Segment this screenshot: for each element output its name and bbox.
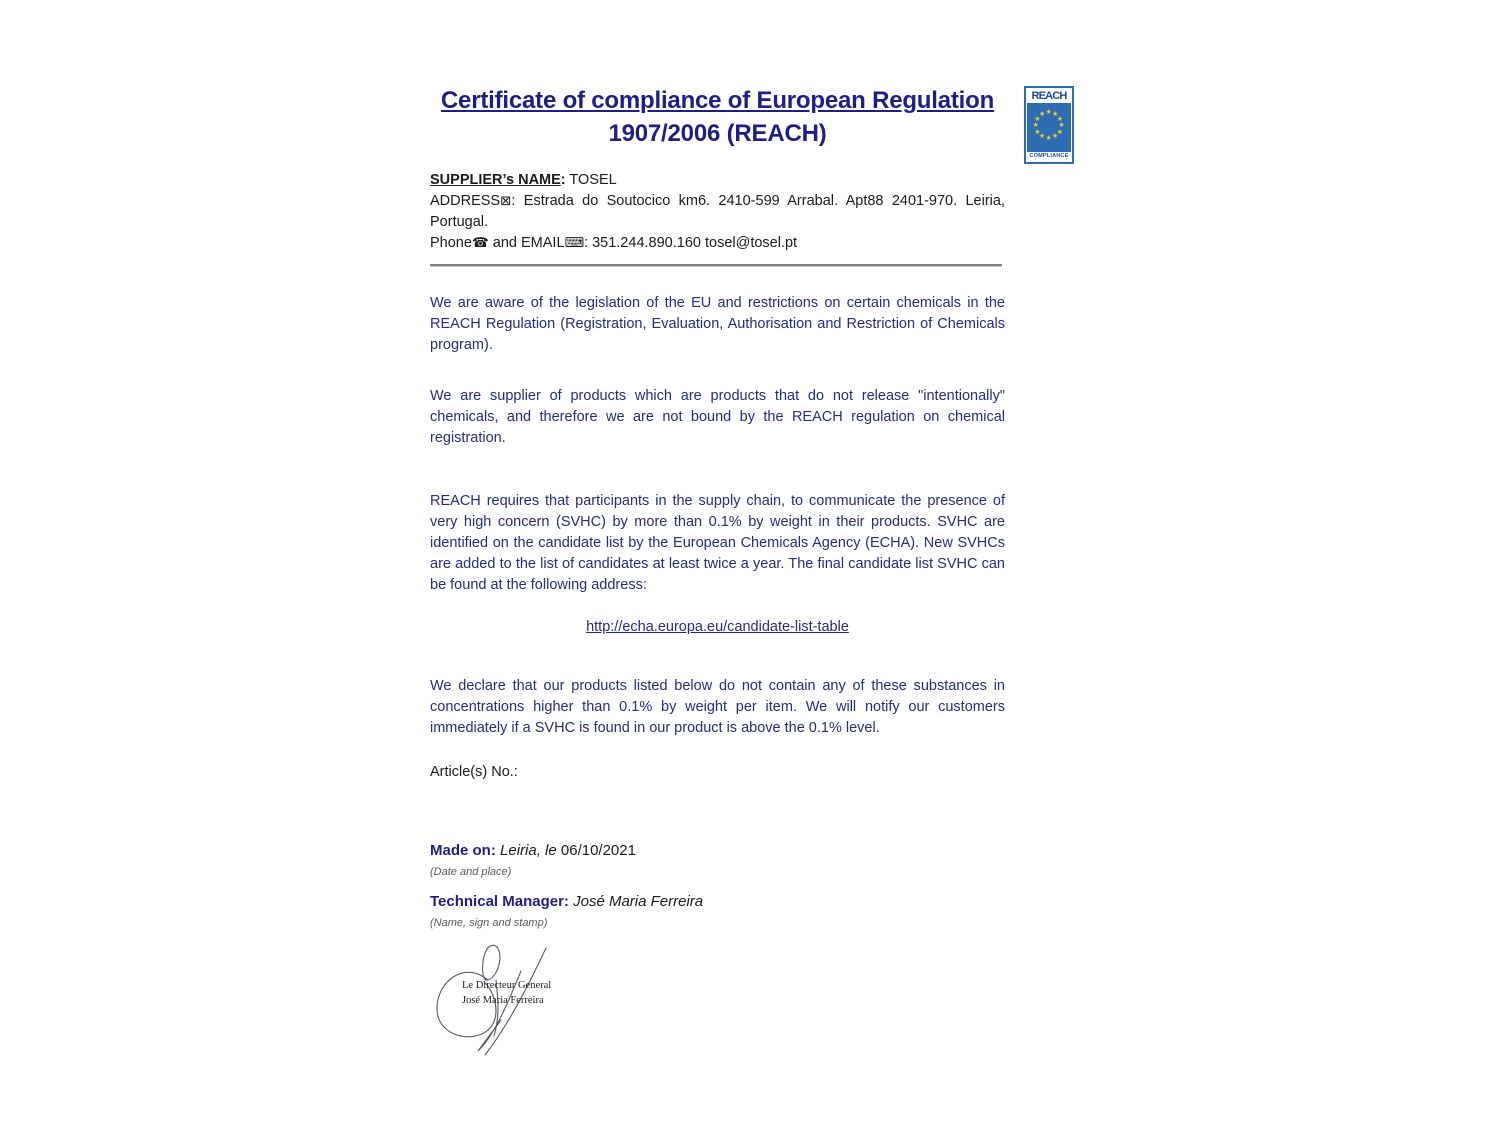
eu-star-icon: ★ — [1056, 128, 1064, 136]
candidate-list-link-line — [430, 618, 1005, 636]
supplier-contact-line — [430, 233, 1005, 254]
eu-star-icon: ★ — [1045, 109, 1052, 116]
eu-star-icon: ★ — [1052, 133, 1059, 141]
stamp-line1: Le Directeur General — [462, 980, 552, 991]
computer-icon: ⌨ — [564, 235, 585, 251]
made-on-line — [430, 842, 1005, 859]
supplier-name-line — [430, 170, 1005, 191]
paragraph-declare: We declare that our products listed below do not contain any of these substances in concentrations higher than 0.1% by weight per item. We will notify our customers immediately if a SVHC is found in our product is above the 0.1% level. — [430, 678, 1005, 736]
article-number-label: Article(s) No.: — [430, 764, 518, 780]
signature-area — [428, 938, 588, 1063]
contact-value: : 351.244.890.160 tosel@tosel.pt — [584, 235, 798, 251]
eu-star-icon: ★ — [1032, 122, 1039, 129]
supplier-name-value: TOSEL — [565, 172, 617, 188]
paragraph-aware: We are aware of the legislation of the EU and restrictions on certain chemicals in the REACH Regulation (Registration, Evaluation, Authorisation and Restriction of Chemicals program). — [430, 295, 1005, 353]
eu-star-icon: ★ — [1045, 135, 1052, 142]
reach-compliance-logo — [1024, 86, 1074, 164]
eu-star-icon: ★ — [1034, 128, 1041, 136]
supplier-name-label: SUPPLIER’s NAME — [430, 172, 561, 188]
supplier-address-line — [430, 191, 1005, 233]
phone-icon: ☎ — [471, 235, 489, 251]
address-value: : Estrada do Soutocico km6. 2410-599 Arrabal. Apt88 2401-970. Leiria, Portugal. — [430, 193, 1005, 230]
eu-stars-field — [1027, 103, 1071, 152]
made-on-label: Made on: — [430, 842, 496, 859]
eu-star-icon: ★ — [1039, 110, 1046, 118]
made-on-date: 06/10/2021 — [560, 842, 636, 859]
compliance-logo-text: COMPLIANCE — [1029, 153, 1069, 159]
date-place-caption: (Date and place) — [430, 866, 512, 878]
eu-star-icon: ★ — [1056, 115, 1064, 123]
supplier-name-colon: : — [560, 172, 566, 188]
title-line2: 1907/2006 (REACH) — [608, 120, 827, 147]
paragraph-supplier-of-products: We are supplier of products which are products that do not release "intentionally" chemicals, and therefore we are not bound by the REACH regulation on chemical registration. — [430, 388, 1005, 446]
phone-label: Phone — [430, 235, 472, 251]
eu-star-icon: ★ — [1058, 122, 1065, 129]
eu-star-icon: ★ — [1052, 110, 1059, 118]
envelope-icon: ⊠ — [500, 193, 512, 209]
eu-star-icon: ★ — [1034, 115, 1041, 123]
reach-logo-text: REACH — [1031, 90, 1067, 102]
stamp-line2: José Maria Ferreira — [462, 995, 544, 1006]
title-line1 — [430, 84, 1005, 117]
technical-manager-label: Technical Manager: — [430, 893, 569, 910]
supplier-info-block — [430, 170, 1005, 254]
paragraph-reach-requires: REACH requires that participants in the supply chain, to communicate the presence of very high concern (SVHC) by more than 0.1% by weight in their products. SVHC are identified on the candidate list by the European Chemicals Agency (ECHA). New SVHCs are added to the list of candidates at least twice a year. The final candidate list SVHC can be found at the following address: — [430, 493, 1005, 593]
technical-manager-name: José Maria Ferreira — [573, 893, 704, 910]
title-line1-text: Certificate of compliance of European Regulation — [440, 87, 995, 114]
candidate-list-link[interactable]: http://echa.europa.eu/candidate-list-table — [586, 619, 849, 635]
made-on-place: Leiria, le — [500, 842, 557, 859]
email-label: and EMAIL — [488, 235, 565, 251]
address-label: ADDRESS — [430, 193, 501, 209]
name-sign-stamp-caption: (Name, sign and stamp) — [430, 917, 548, 929]
document-title — [430, 84, 1005, 150]
separator-line — [430, 264, 1002, 266]
signature-stamp — [462, 978, 551, 1008]
technical-manager-line — [430, 893, 1005, 910]
eu-star-icon: ★ — [1039, 133, 1046, 141]
